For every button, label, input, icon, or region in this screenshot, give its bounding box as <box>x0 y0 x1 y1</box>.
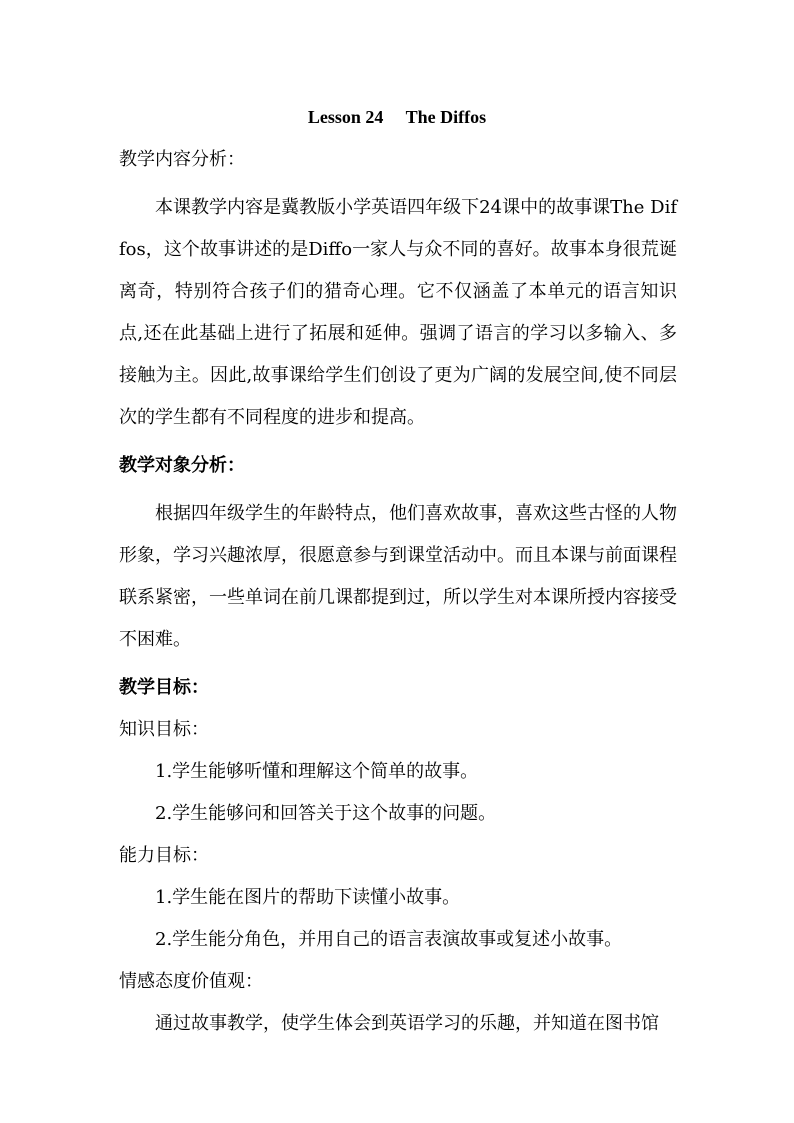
ability-objectives-heading: 能力目标： <box>119 845 209 866</box>
emotion-objectives-heading: 情感态度价值观： <box>119 971 263 992</box>
knowledge-objectives-heading: 知识目标： <box>119 719 209 740</box>
student-analysis-paragraph: 根据四年级学生的年龄特点，他们喜欢故事，喜欢这些古怪的人物形象，学习兴趣浓厚，很愿意参与到课堂活动中。而且本课与前面课程联系紧密，一些单词在前几课都提到过，所以学生对本课所授内容接受不困难。 <box>119 503 677 650</box>
student-analysis-heading: 教学对象分析： <box>119 455 245 476</box>
knowledge-objective-item: 1.学生能够听懂和理解这个简单的故事。 <box>155 761 479 782</box>
content-analysis-paragraph: 本课教学内容是冀教版小学英语四年级下24课中的故事课The Diffos，这个故事讲述的是Diffo一家人与众不同的喜好。故事本身很荒诞离奇，特别符合孩子们的猎奇心理。它不仅涵盖了本单元的语言知识点,还在此基础上进行了拓展和延伸。强调了语言的学习以多输入、多接触为主。因此,故事课给学生们创设了更为广阔的发展空间,使不同层次的学生都有不同程度的进步和提高。 <box>119 197 677 428</box>
knowledge-objective-item: 2.学生能够问和回答关于这个故事的问题。 <box>155 803 497 824</box>
document-body <box>119 145 677 1039</box>
lesson-title: Lesson 24 The Diffos <box>307 107 487 127</box>
ability-objective-item: 1.学生能在图片的帮助下读懂小故事。 <box>155 887 461 908</box>
objectives-heading: 教学目标： <box>119 677 209 698</box>
ability-objective-item: 2.学生能分角色，并用自己的语言表演故事或复述小故事。 <box>155 929 623 950</box>
emotion-objective-paragraph: 通过故事教学，使学生体会到英语学习的乐趣，并知道在图书馆 <box>155 1013 659 1034</box>
content-analysis-heading: 教学内容分析： <box>119 149 245 170</box>
